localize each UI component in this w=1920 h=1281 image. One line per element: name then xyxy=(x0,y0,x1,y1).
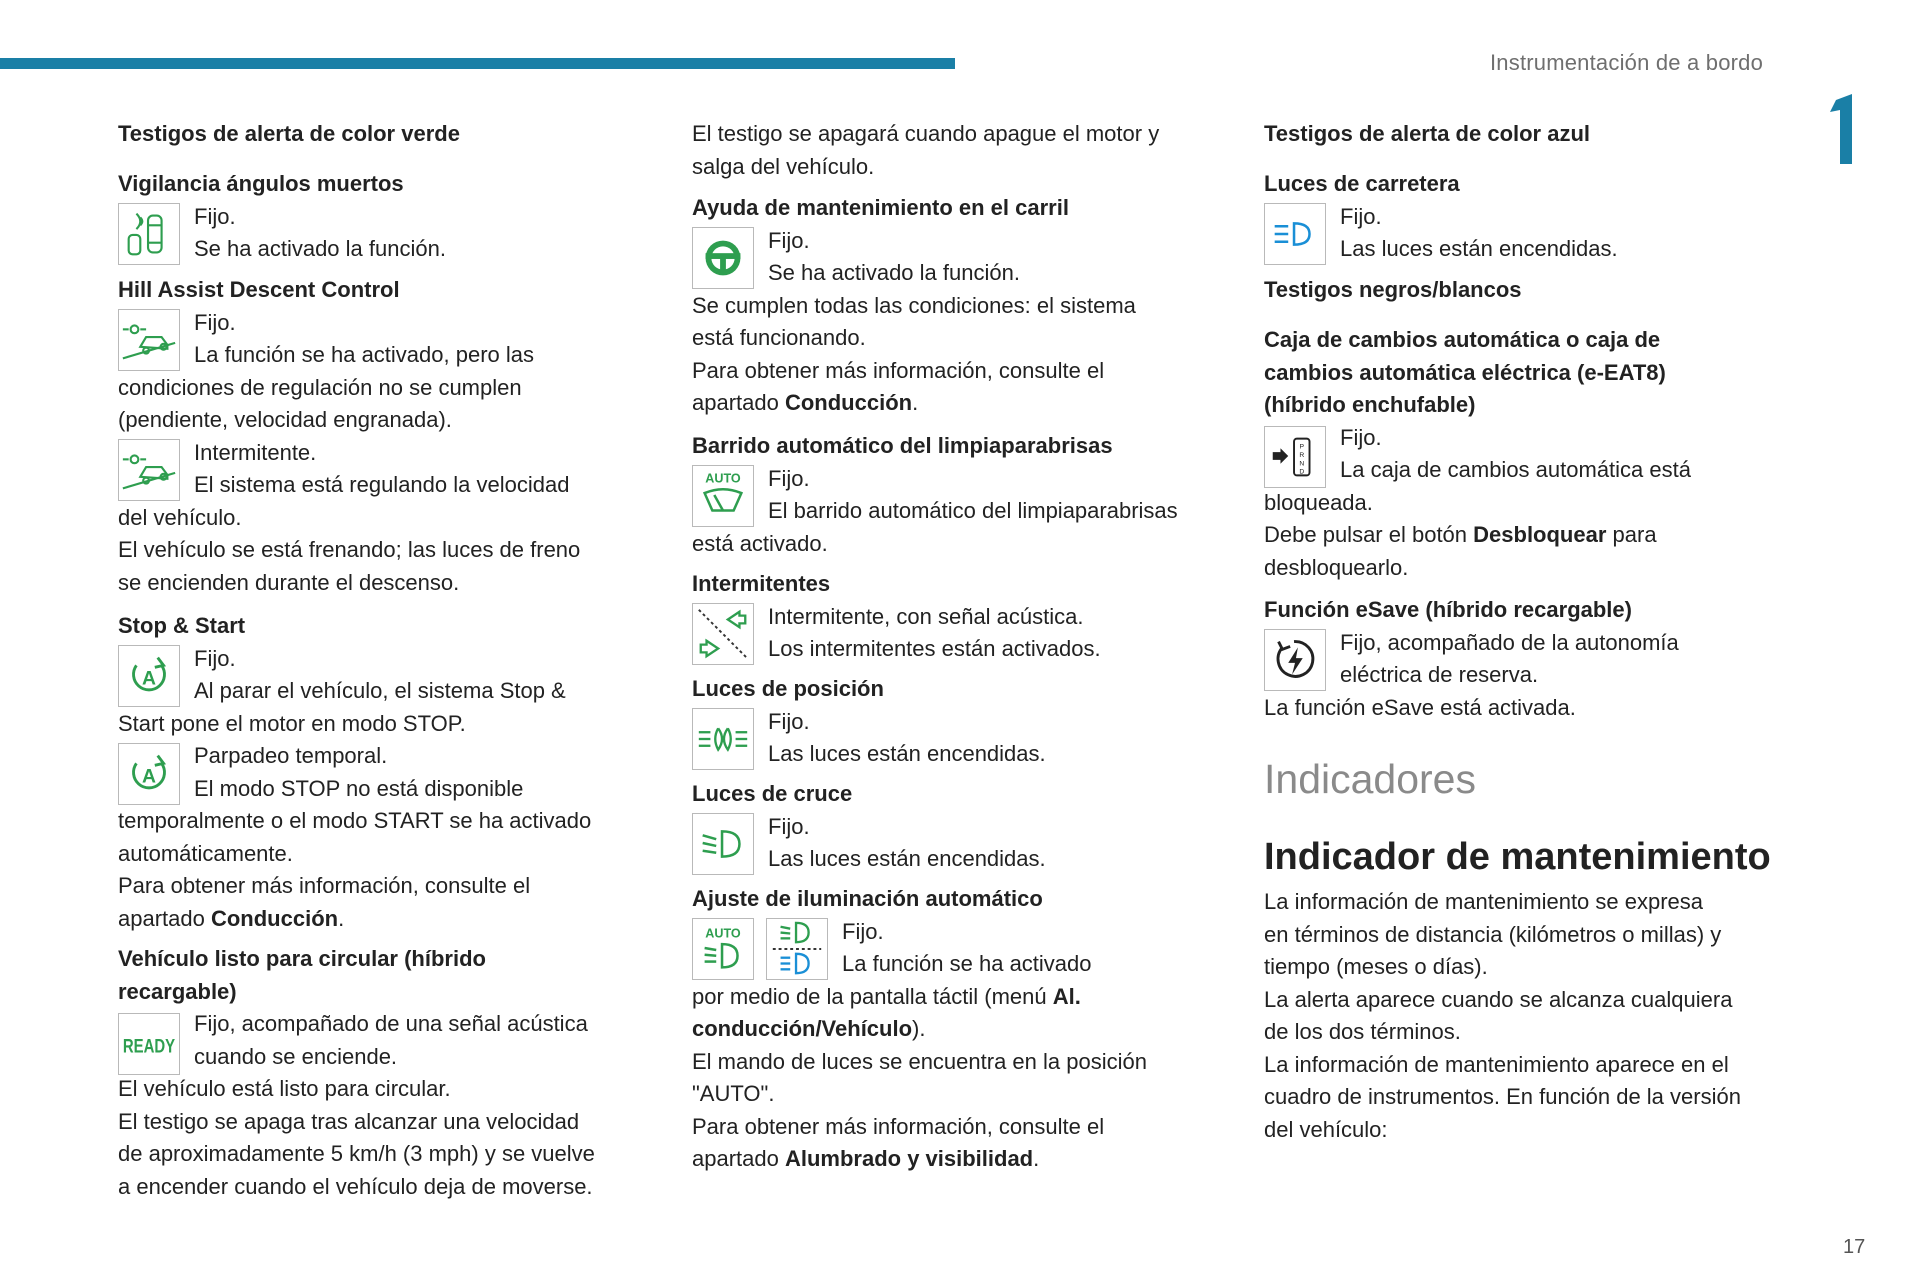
text: de los dos términos. xyxy=(1264,1019,1461,1044)
position-lights-block xyxy=(692,673,1232,771)
text: La información de mantenimiento se expresa xyxy=(1264,889,1704,914)
hill-assist-block xyxy=(118,274,658,599)
heading: Luces de posición xyxy=(692,676,884,701)
text: se encienden durante el descenso. xyxy=(118,569,460,595)
text: Se ha activado la función. xyxy=(768,260,1020,285)
indicators-heading: Indicadores xyxy=(1264,756,1476,802)
text: Intermitente. xyxy=(194,439,317,465)
heading: Ayuda de mantenimiento en el carril xyxy=(692,195,1069,220)
text: Las luces están encendidas. xyxy=(768,741,1046,766)
high-beam-icon xyxy=(1264,203,1326,265)
heading: recargable) xyxy=(118,978,237,1004)
beam-switch-icon xyxy=(766,918,828,980)
section-title-green: Testigos de alerta de color verde xyxy=(118,121,460,146)
text: La caja de cambios automática está xyxy=(1340,457,1691,482)
section-title-blue: Testigos de alerta de color azul xyxy=(1264,121,1591,146)
text: tiempo (meses o días). xyxy=(1264,954,1488,979)
maintenance-text xyxy=(1264,886,1824,1146)
heading: Barrido automático del limpiaparabrisas xyxy=(692,433,1113,458)
text: Se cumplen todas las condiciones: el sistema xyxy=(692,292,1136,318)
gearbox-block xyxy=(1264,324,1804,584)
text: El vehículo se está frenando; las luces de freno xyxy=(118,537,581,562)
text: a encender cuando el vehículo deja de moverse. xyxy=(118,1173,593,1199)
text: Fijo. xyxy=(194,203,236,229)
text: bloqueada. xyxy=(1264,489,1373,515)
svg-text:AUTO: AUTO xyxy=(705,471,741,486)
turn-signal-block xyxy=(692,568,1232,666)
text: Intermitente, con señal acústica. xyxy=(768,603,1084,629)
lane-keep-icon xyxy=(692,227,754,289)
text: temporalmente o el modo START se ha activado xyxy=(118,808,592,833)
text: "AUTO". xyxy=(692,1081,775,1106)
intro-block xyxy=(692,118,1232,183)
text: eléctrica de reserva. xyxy=(1340,662,1539,687)
gear-lock-icon xyxy=(1264,426,1326,488)
text: El mando de luces se encuentra en la posición xyxy=(692,1048,1147,1074)
text: El modo STOP no está disponible xyxy=(194,775,524,801)
text: desbloquearlo. xyxy=(1264,554,1409,580)
text: automáticamente. xyxy=(118,840,293,866)
blind-spot-icon xyxy=(118,203,180,265)
svg-text:AUTO: AUTO xyxy=(705,926,741,941)
text: de aproximadamente 5 km/h (3 mph) y se vuelve xyxy=(118,1141,595,1166)
text: cuando se enciende. xyxy=(194,1043,398,1069)
heading: Vigilancia ángulos muertos xyxy=(118,171,404,196)
text: Las luces están encendidas. xyxy=(768,846,1046,871)
text: El testigo se apaga tras alcanzar una velocidad xyxy=(118,1108,580,1134)
text: Al parar el vehículo, el sistema Stop & xyxy=(194,678,566,703)
svg-text:D: D xyxy=(1299,468,1305,476)
heading: Luces de cruce xyxy=(692,781,853,806)
svg-text:A: A xyxy=(142,667,156,690)
svg-text:R: R xyxy=(1299,452,1305,459)
text: Fijo. xyxy=(842,918,884,944)
heading: cambios automática eléctrica (e-EAT8) xyxy=(1264,359,1666,385)
wiper-block xyxy=(692,430,1232,560)
text: La información de mantenimiento aparece en el xyxy=(1264,1051,1729,1077)
low-beam-block xyxy=(692,778,1232,876)
auto-lights-block xyxy=(692,883,1232,1176)
text: Debe pulsar el botón Desbloquear para xyxy=(1264,522,1657,547)
ready-block xyxy=(118,943,658,1203)
stop-start-icon xyxy=(118,743,180,805)
section-title-black-white: Testigos negros/blancos xyxy=(1264,277,1522,302)
text: Fijo. xyxy=(1340,424,1382,450)
header-title: Instrumentación de a bordo xyxy=(1490,50,1764,75)
maintenance-heading: Indicador de mantenimiento xyxy=(1264,836,1771,878)
text: La función eSave está activada. xyxy=(1264,694,1576,720)
chapter-number xyxy=(1830,94,1858,164)
heading: (híbrido enchufable) xyxy=(1264,392,1476,417)
svg-text:P: P xyxy=(1299,443,1305,451)
text: Las luces están encendidas. xyxy=(1340,236,1618,261)
text: por medio de la pantalla táctil (menú Al. xyxy=(692,983,1081,1009)
text: del vehículo. xyxy=(118,504,242,530)
text: Fijo, acompañado de la autonomía xyxy=(1340,629,1679,655)
text: apartado Conducción. xyxy=(118,905,345,931)
text: Parpadeo temporal. xyxy=(194,743,388,768)
text: El barrido automático del limpiaparabrisas xyxy=(768,498,1178,523)
header-accent-bar xyxy=(0,58,955,69)
text: apartado Alumbrado y visibilidad. xyxy=(692,1146,1040,1171)
svg-text:N: N xyxy=(1299,460,1305,468)
turn-signal-icon xyxy=(692,603,754,665)
text: Fijo. xyxy=(1340,203,1382,229)
text: condiciones de regulación no se cumplen xyxy=(118,374,522,400)
auto-lights-icon xyxy=(692,918,754,980)
heading: Stop & Start xyxy=(118,613,246,638)
text: Fijo. xyxy=(194,645,236,671)
text: Fijo. xyxy=(194,309,236,335)
svg-text:A: A xyxy=(142,765,156,788)
heading: Caja de cambios automática o caja de xyxy=(1264,327,1661,352)
hill-descent-icon xyxy=(118,309,180,371)
ready-icon xyxy=(118,1013,180,1075)
text: Fijo. xyxy=(768,465,810,491)
text: Start pone el motor en modo STOP. xyxy=(118,710,466,736)
text: Fijo. xyxy=(768,813,810,839)
lane-keep-block xyxy=(692,192,1232,420)
heading: Ajuste de iluminación automático xyxy=(692,886,1043,911)
text: El vehículo está listo para circular. xyxy=(118,1076,451,1101)
heading: Función eSave (híbrido recargable) xyxy=(1264,597,1632,622)
text: Para obtener más información, consulte el xyxy=(692,357,1105,383)
text: La alerta aparece cuando se alcanza cualquiera xyxy=(1264,986,1733,1012)
text: cuadro de instrumentos. En función de la versión xyxy=(1264,1084,1741,1109)
text: Fijo. xyxy=(768,227,810,253)
esave-block xyxy=(1264,594,1804,724)
text: Fijo. xyxy=(768,708,810,734)
page-number: 17 xyxy=(1843,1236,1866,1258)
text: apartado Conducción. xyxy=(692,390,919,415)
text: está funcionando. xyxy=(692,325,866,350)
esave-icon xyxy=(1264,629,1326,691)
text: del vehículo: xyxy=(1264,1116,1388,1142)
heading: Intermitentes xyxy=(692,571,831,596)
text: Se ha activado la función. xyxy=(194,236,446,261)
text: El sistema está regulando la velocidad xyxy=(194,472,570,497)
stop-start-block xyxy=(118,610,658,935)
text: Fijo, acompañado de una señal acústica xyxy=(194,1011,588,1036)
blind-spot-block xyxy=(118,168,658,266)
hill-descent-icon xyxy=(118,439,180,501)
heading: Luces de carretera xyxy=(1264,171,1460,196)
text: La función se ha activado xyxy=(842,951,1092,976)
low-beam-icon xyxy=(692,813,754,875)
text: está activado. xyxy=(692,530,828,556)
high-beam-block xyxy=(1264,168,1804,266)
stop-start-icon xyxy=(118,645,180,707)
text: conducción/Vehículo). xyxy=(692,1016,926,1041)
auto-wiper-icon xyxy=(692,465,754,527)
heading: Vehículo listo para circular (híbrido xyxy=(118,946,486,971)
text: en términos de distancia (kilómetros o millas) y xyxy=(1264,921,1722,947)
text: Para obtener más información, consulte el xyxy=(692,1113,1105,1139)
heading: Hill Assist Descent Control xyxy=(118,277,400,302)
text: Para obtener más información, consulte el xyxy=(118,873,531,898)
text: (pendiente, velocidad engranada). xyxy=(118,407,452,432)
text: El testigo se apagará cuando apague el motor y xyxy=(692,121,1160,146)
text: Los intermitentes están activados. xyxy=(768,636,1101,661)
text: La función se ha activado, pero las xyxy=(194,342,535,367)
position-lights-icon xyxy=(692,708,754,770)
svg-text:READY: READY xyxy=(122,1035,176,1058)
text: salga del vehículo. xyxy=(692,153,875,179)
